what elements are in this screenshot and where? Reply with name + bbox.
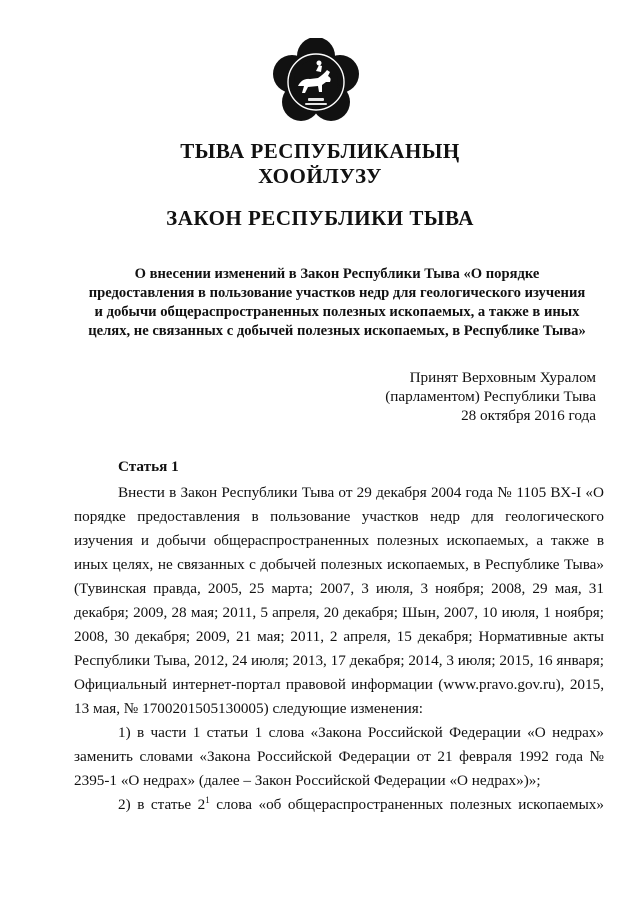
item2-suffix: слова «об общераспространенных полезных ископаемых» <box>209 796 604 813</box>
header-subtitle-tuvan: ХООЙЛУЗУ <box>258 164 382 188</box>
adoption-line: (парламентом) Республики Тыва <box>385 388 596 405</box>
body-line: иных целях, не связанных с добычей полезных ископаемых, в Республике Тыва» <box>74 556 604 573</box>
amendment-item-1: 1) в части 1 статьи 1 слова «Закона Российской Федерации «О недрах» <box>118 724 604 741</box>
body-line: Республики Тыва, 2012, 24 июля; 2013, 17 декабря; 2014, 3 июля; 2015, 16 января; <box>74 652 604 669</box>
subtitle-line: целях, не связанных с добычей полезных ископаемых, в Республике Тыва» <box>88 323 586 339</box>
header-title-tuvan: ТЫВА РЕСПУБЛИКАНЫҢ <box>180 139 460 163</box>
tuva-coat-of-arms-icon <box>272 38 360 126</box>
body-line: заменить словами «Закона Российской Федерации от 21 февраля 1992 года № <box>74 748 604 765</box>
body-line: (Тувинская правда, 2005, 25 марта; 2007, 3 июля, 3 ноября; 2008, 29 мая, 31 <box>74 580 604 597</box>
article-body <box>74 481 604 817</box>
article-title: Статья 1 <box>118 458 179 475</box>
body-line: 13 мая, № 1700201505130005) следующие изменения: <box>74 700 423 717</box>
subtitle-line: и добычи общераспространенных полезных ископаемых, а также в иных <box>94 304 580 320</box>
subtitle-line: О внесении изменений в Закон Республики Тыва «О порядке <box>134 266 540 282</box>
adoption-note <box>385 368 596 425</box>
item2-prefix: 2) в статье 2 <box>118 796 206 813</box>
law-subtitle <box>74 265 600 341</box>
body-line: изучения и добычи общераспространенных полезных ископаемых, а также в <box>74 532 604 549</box>
body-line: 2008, 30 декабря; 2009, 21 мая; 2011, 2 апреля, 15 декабря; Нормативные акты <box>74 628 604 645</box>
body-line: Внести в Закон Республики Тыва от 29 декабря 2004 года № 1105 ВХ-I «О <box>118 484 604 501</box>
amendment-item-2 <box>74 793 604 817</box>
header-title-russian: ЗАКОН РЕСПУБЛИКИ ТЫВА <box>166 206 474 230</box>
body-line: 2395-1 «О недрах» (далее – Закон Российской Федерации «О недрах»)»; <box>74 772 541 789</box>
body-line: декабря; 2009, 28 мая; 2011, 5 апреля, 20 декабря; Шын, 2007, 10 июля, 1 ноября; <box>74 604 604 621</box>
body-line: Официальный интернет-портал правовой информации (www.pravo.gov.ru), 2015, <box>74 676 604 693</box>
item2-superscript: 1 <box>205 795 210 805</box>
adoption-date: 28 октября 2016 года <box>461 407 596 424</box>
adoption-line: Принят Верховным Хуралом <box>409 369 596 386</box>
body-line: порядке предоставления в пользование участков недр для геологического <box>74 508 604 525</box>
subtitle-line: предоставления в пользование участков недр для геологического изучения <box>88 285 586 301</box>
